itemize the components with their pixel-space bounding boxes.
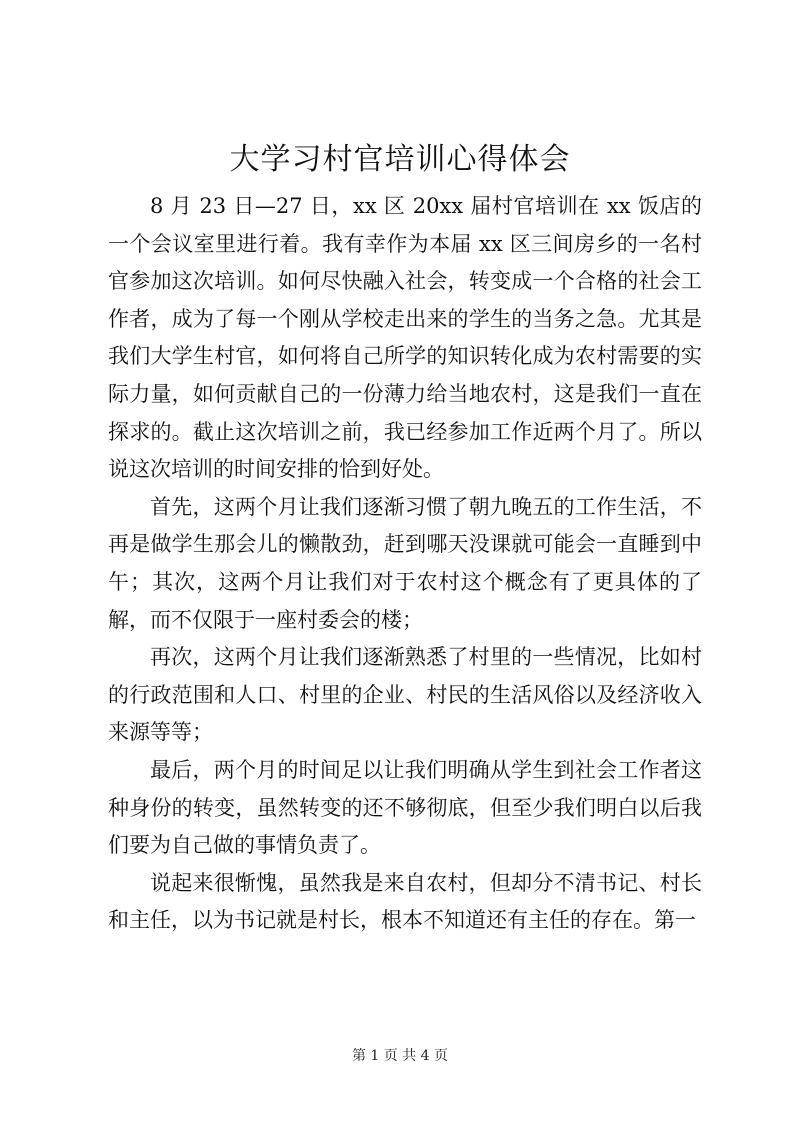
document-body xyxy=(108,188,702,940)
paragraph-3: 再次，这两个月让我们逐渐熟悉了村里的一些情况，比如村的行政范围和人口、村里的企业、村民的生活风俗以及经济收入来源等等； xyxy=(108,645,702,745)
paragraph-1: 8 月 23 日—27 日，xx 区 20xx 届村官培训在 xx 饭店的一个会议室里进行着。我有幸作为本届 xx 区三间房乡的一名村官参加这次培训。如何尽快融入社会，转变成一个合格的社会工作者，成为了每一个刚从学校走出来的学生的当务之急。尤其是我们大学生村官，如何将自己所学的知识转化成为农村需要的实际力量，如何贡献自己的一份薄力给当地农村，这是我们一直在探求的。截止这次培训之前，我已经参加工作近两个月了。所以说这次培训的时间安排的恰到好处。 xyxy=(108,194,702,482)
paragraph-5: 说起来很惭愧，虽然我是来自农村，但却分不清书记、村长和主任，以为书记就是村长，根本不知道还有主任的存在。第一 xyxy=(108,870,702,933)
paragraph-4: 最后，两个月的时间足以让我们明确从学生到社会工作者这种身份的转变，虽然转变的还不够彻底，但至少我们明白以后我们要为自己做的事情负责了。 xyxy=(108,757,702,858)
paragraph-2: 首先，这两个月让我们逐渐习惯了朝九晚五的工作生活，不再是做学生那会儿的懒散劲，赶到哪天没课就可能会一直睡到中午；其次，这两个月让我们对于农村这个概念有了更具体的了解，而不仅限于一座村委会的楼； xyxy=(108,494,702,632)
page-number-footer: 第 1 页 共 4 页 xyxy=(351,1048,449,1064)
page-title: 大学习村官培训心得体会 xyxy=(229,142,571,177)
